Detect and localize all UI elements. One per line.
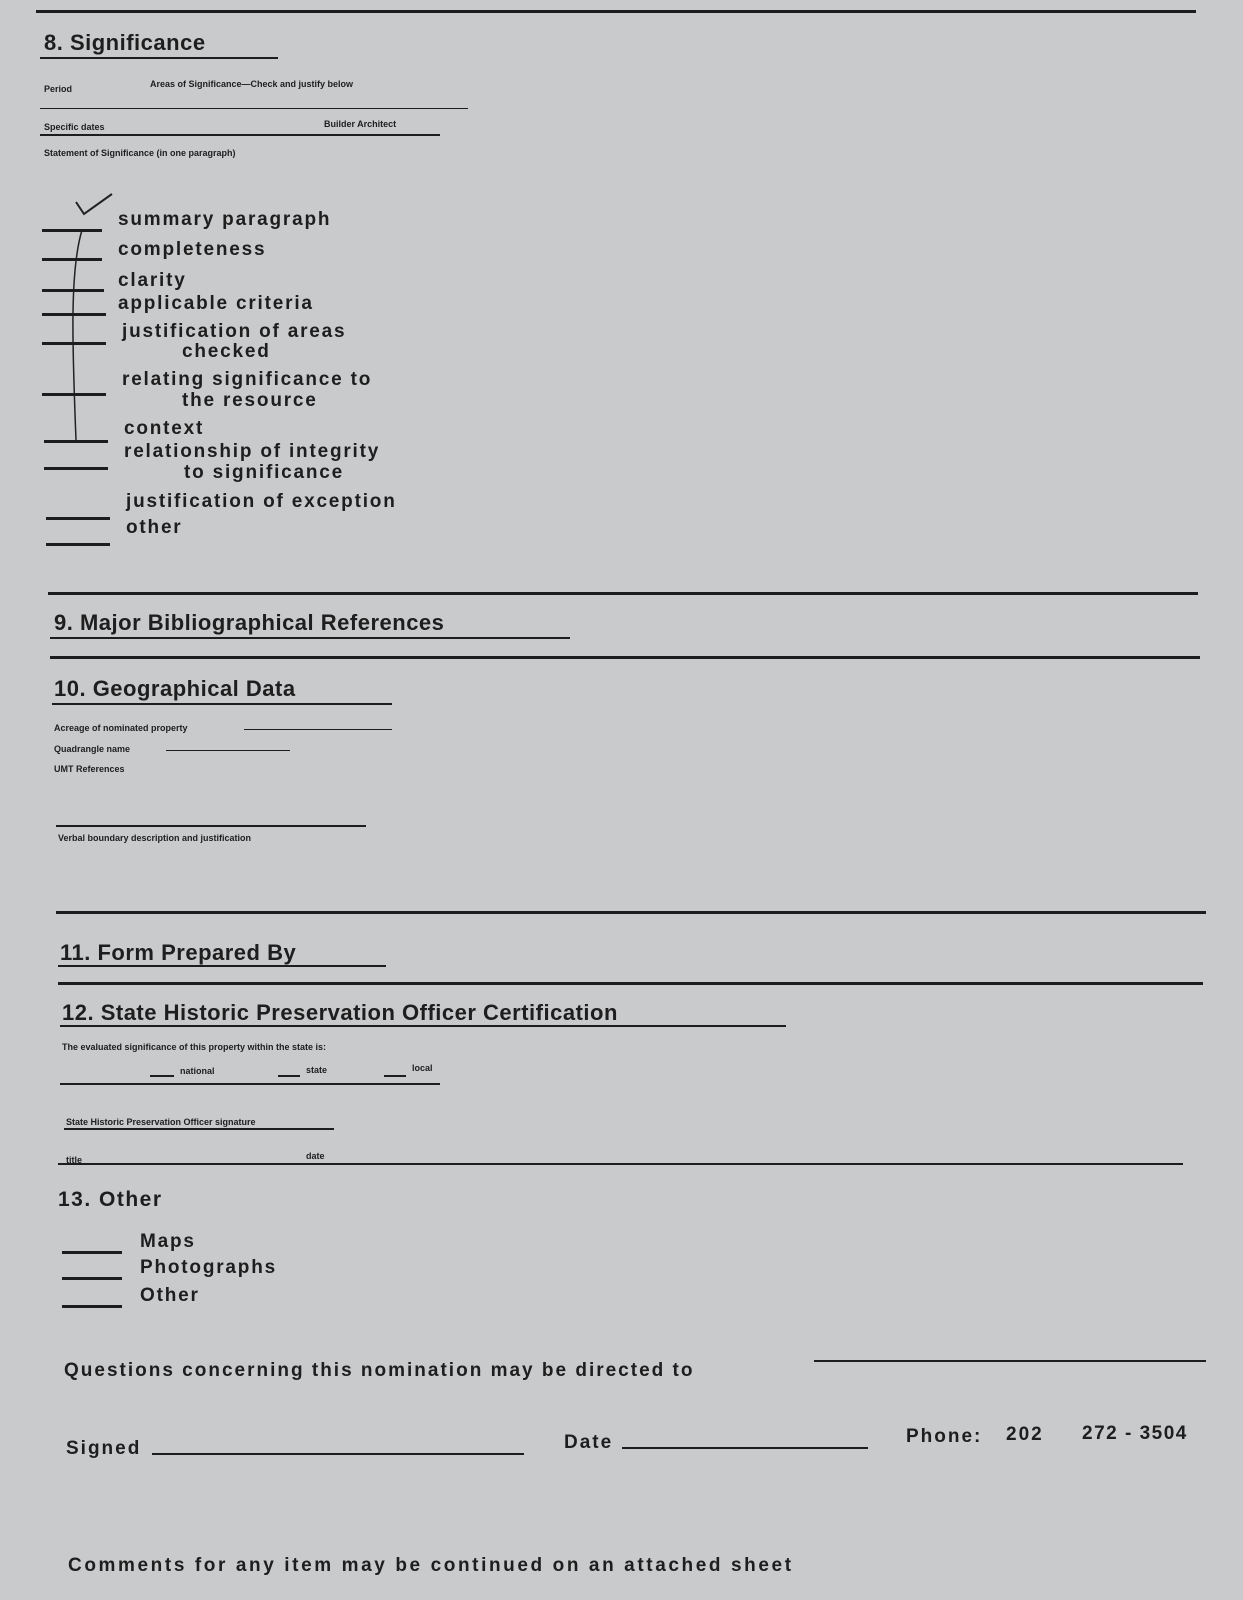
checklist-blank[interactable] bbox=[46, 543, 110, 546]
section8-title: 8. Significance bbox=[44, 30, 206, 55]
checklist-blank[interactable] bbox=[44, 467, 108, 470]
significance-level-rule bbox=[60, 1083, 440, 1085]
signature-label: State Historic Preservation Officer signature bbox=[66, 1117, 256, 1127]
questions-contact-field[interactable] bbox=[814, 1360, 1206, 1362]
quadrangle-field[interactable] bbox=[166, 750, 290, 751]
checklist-blank[interactable] bbox=[42, 393, 106, 396]
section11-title-underline bbox=[58, 965, 386, 967]
checklist-blank[interactable] bbox=[42, 289, 104, 292]
checklist-blank[interactable] bbox=[42, 342, 106, 345]
acreage-label: Acreage of nominated property bbox=[54, 723, 188, 733]
signature-rule bbox=[64, 1128, 334, 1130]
top-rule bbox=[36, 10, 1196, 13]
section10-title-underline bbox=[52, 703, 392, 705]
checklist-blank[interactable] bbox=[42, 229, 102, 232]
photographs-blank[interactable] bbox=[62, 1277, 122, 1280]
section13-top-rule bbox=[58, 1163, 1183, 1165]
phone-area-code: 202 bbox=[1006, 1424, 1044, 1445]
other-label: Other bbox=[140, 1285, 200, 1306]
maps-label: Maps bbox=[140, 1231, 196, 1252]
questions-text: Questions concerning this nomination may be directed to bbox=[64, 1360, 695, 1381]
phone-label: Phone: bbox=[906, 1426, 983, 1447]
section9-title-underline bbox=[50, 637, 570, 639]
checklist-item-label: context bbox=[124, 418, 205, 439]
utm-label: UMT References bbox=[54, 764, 125, 774]
other-blank[interactable] bbox=[62, 1305, 122, 1308]
verbal-label: Verbal boundary description and justification bbox=[58, 833, 252, 843]
areas-label: Areas of Significance—Check and justify below bbox=[150, 79, 354, 89]
title-label: title bbox=[66, 1155, 83, 1165]
checklist-item-label-cont: the resource bbox=[182, 390, 318, 411]
quadrangle-label: Quadrangle name bbox=[54, 744, 131, 754]
section10-top-rule bbox=[50, 656, 1200, 659]
national-label: national bbox=[180, 1066, 215, 1076]
checklist-item-label: justification of exception bbox=[126, 491, 397, 512]
comments-text: Comments for any item may be continued on an attached sheet bbox=[68, 1555, 794, 1576]
photographs-label: Photographs bbox=[140, 1257, 277, 1278]
checklist-blank[interactable] bbox=[42, 313, 106, 316]
section12-top-rule bbox=[58, 982, 1203, 985]
utm-rule bbox=[56, 825, 366, 827]
section12-title-underline bbox=[60, 1025, 786, 1027]
signed-label: Signed bbox=[66, 1438, 142, 1459]
section11-top-rule bbox=[56, 911, 1206, 914]
state-label: state bbox=[306, 1065, 328, 1075]
specific-dates-label: Specific dates bbox=[44, 122, 105, 132]
section9-title: 9. Major Bibliographical References bbox=[54, 610, 445, 635]
signed-field[interactable] bbox=[152, 1453, 524, 1455]
checklist-item-label: justification of areas bbox=[122, 321, 347, 342]
section11-title: 11. Form Prepared By bbox=[60, 940, 297, 965]
statement-label: Statement of Significance (in one paragraph) bbox=[44, 148, 236, 158]
checklist-item-label: relationship of integrity bbox=[124, 441, 381, 462]
evaluated-label: The evaluated significance of this property within the state is: bbox=[62, 1042, 327, 1052]
checklist-item-label: summary paragraph bbox=[118, 209, 332, 230]
checklist-item-label: other bbox=[126, 517, 183, 538]
checklist-item-label-cont: checked bbox=[182, 341, 271, 362]
date-label: Date bbox=[564, 1432, 614, 1453]
acreage-field[interactable] bbox=[244, 729, 392, 730]
builder-label: Builder Architect bbox=[324, 119, 397, 129]
date-field[interactable] bbox=[622, 1447, 868, 1449]
checklist-item-label-cont: to significance bbox=[184, 462, 345, 483]
state-blank[interactable] bbox=[278, 1075, 300, 1077]
checklist-item-label: completeness bbox=[118, 239, 267, 260]
section10-title: 10. Geographical Data bbox=[54, 676, 296, 701]
section8-title-underline bbox=[40, 57, 278, 59]
local-blank[interactable] bbox=[384, 1075, 406, 1077]
checklist-item-label: clarity bbox=[118, 270, 187, 291]
phone-number: 272 - 3504 bbox=[1082, 1423, 1188, 1444]
checklist-blank[interactable] bbox=[44, 440, 108, 443]
period-label: Period bbox=[44, 84, 73, 94]
section13-title: 13. Other bbox=[58, 1188, 163, 1211]
section9-top-rule bbox=[48, 592, 1198, 595]
checklist-item-label: applicable criteria bbox=[118, 293, 314, 314]
checklist-item-label: relating significance to bbox=[122, 369, 373, 390]
period-rule bbox=[40, 108, 468, 109]
maps-blank[interactable] bbox=[62, 1251, 122, 1254]
local-label: local bbox=[412, 1063, 433, 1073]
section12-title: 12. State Historic Preservation Officer Certification bbox=[62, 1000, 618, 1025]
national-blank[interactable] bbox=[150, 1075, 174, 1077]
dates-rule bbox=[40, 134, 440, 136]
checklist-blank[interactable] bbox=[46, 517, 110, 520]
checklist-blank[interactable] bbox=[42, 258, 102, 261]
cert-date-label: date bbox=[306, 1151, 325, 1161]
